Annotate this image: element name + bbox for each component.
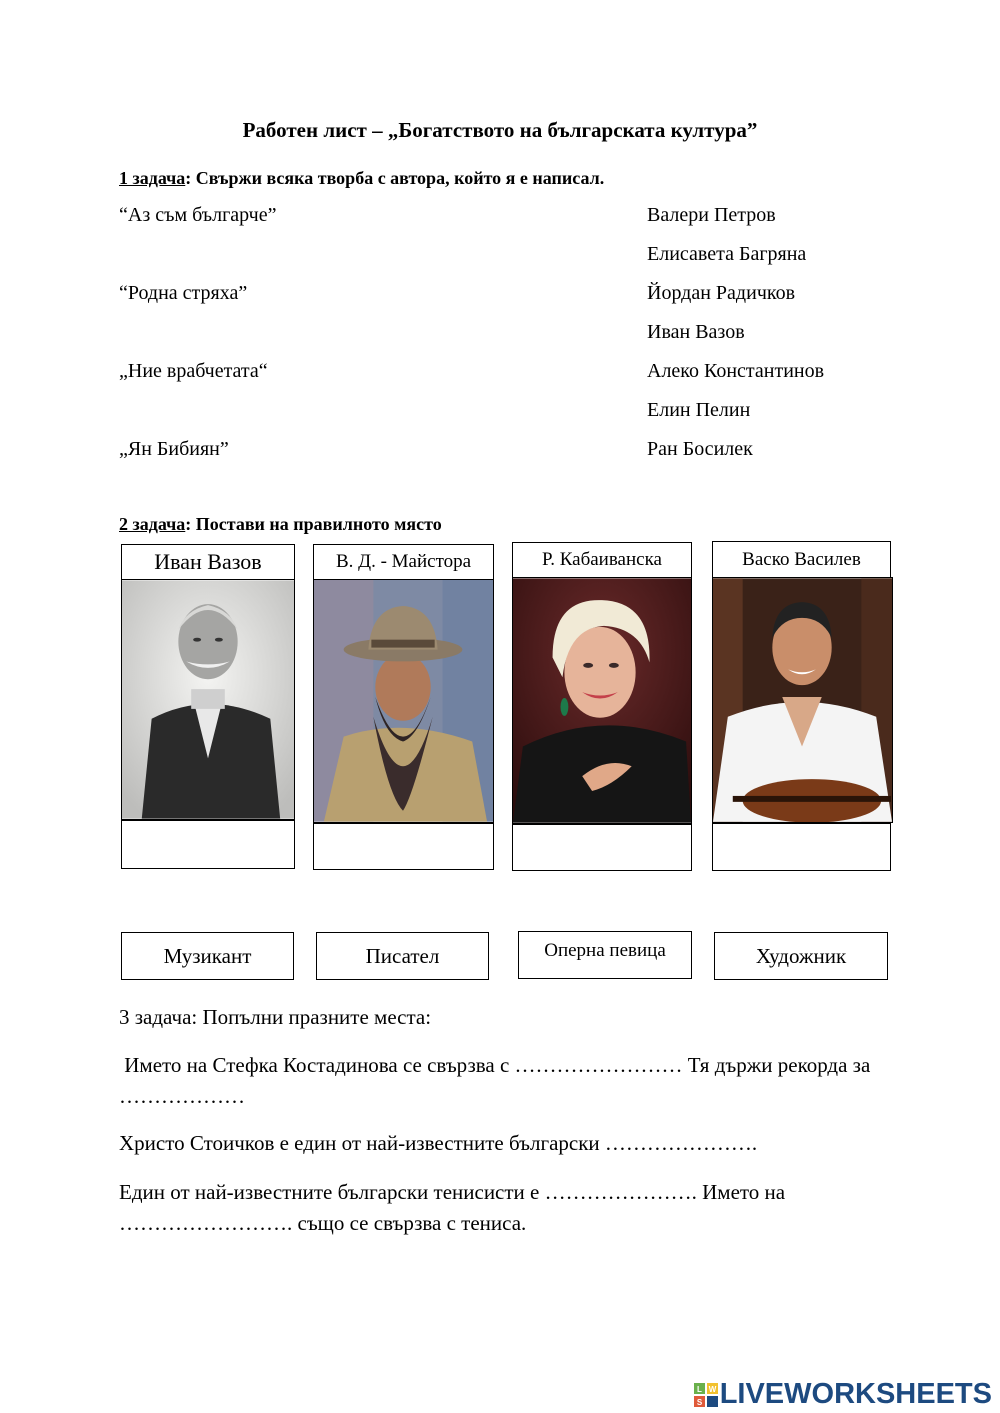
task2-instruction: : Постави на правилното място bbox=[185, 514, 442, 534]
option-writer[interactable]: Писател bbox=[316, 932, 489, 980]
fill-sentence-1: Името на Стефка Костадинова се свързва с …………………… Тя държи рекорда за ……………… bbox=[119, 1053, 876, 1108]
task1-heading bbox=[119, 168, 604, 189]
drop-zone-1[interactable] bbox=[121, 820, 295, 869]
person-label-1: Иван Вазов bbox=[121, 544, 295, 580]
task2-heading bbox=[119, 514, 442, 535]
work-3[interactable]: „Ние врабчетата“ bbox=[119, 360, 268, 382]
work-2[interactable]: “Родна стряха” bbox=[119, 282, 248, 304]
author-3[interactable]: Йордан Радичков bbox=[647, 282, 796, 304]
logo-icon bbox=[694, 1383, 718, 1407]
task3-heading: 3 задача: Попълни празните места: bbox=[119, 1005, 432, 1029]
fill-sentence-2: Христо Стоичков е един от най-известните български …………………. bbox=[119, 1131, 758, 1155]
portrait-1-image bbox=[122, 580, 294, 819]
option-opera-singer[interactable]: Оперна певица bbox=[518, 931, 692, 979]
task1-instruction: : Свържи всяка творба с автора, който я е написал. bbox=[185, 168, 605, 188]
drop-zone-4[interactable] bbox=[712, 823, 891, 871]
photo-maistora bbox=[313, 577, 494, 823]
drop-zone-2[interactable] bbox=[313, 823, 494, 870]
page-title: Работен лист – „Богатството на българската култура” bbox=[242, 118, 758, 142]
photo-vasko-vasilev bbox=[712, 577, 893, 823]
logo-text: LIVEWORKSHEETS bbox=[719, 1378, 992, 1410]
portrait-3-image bbox=[513, 578, 691, 823]
portrait-4-image bbox=[713, 578, 892, 822]
logo-letter-s: S bbox=[696, 1397, 702, 1407]
photo-ivan-vazov bbox=[121, 579, 295, 820]
photo-kabaivanska bbox=[512, 577, 692, 824]
author-2[interactable]: Елисавета Багряна bbox=[647, 243, 807, 265]
person-label-4: Васко Василев bbox=[712, 541, 891, 578]
task2-label: 2 задача bbox=[119, 514, 186, 534]
author-6[interactable]: Елин Пелин bbox=[647, 399, 751, 421]
option-painter[interactable]: Художник bbox=[714, 932, 888, 980]
work-1[interactable]: “Аз съм българче” bbox=[119, 204, 277, 226]
logo-letter-w: W bbox=[708, 1384, 716, 1394]
author-7[interactable]: Ран Босилек bbox=[647, 438, 753, 460]
author-5[interactable]: Алеко Константинов bbox=[647, 360, 825, 382]
task1-label: 1 задача bbox=[119, 168, 186, 188]
person-label-3: Р. Кабаиванска bbox=[512, 542, 692, 578]
option-musician[interactable]: Музикант bbox=[121, 932, 294, 980]
logo-letter-l: L bbox=[696, 1384, 702, 1394]
liveworksheets-logo bbox=[694, 1378, 992, 1411]
work-4[interactable]: „Ян Бибиян” bbox=[119, 438, 229, 460]
author-1[interactable]: Валери Петров bbox=[647, 204, 776, 226]
person-label-2: В. Д. - Майстора bbox=[313, 544, 494, 580]
author-4[interactable]: Иван Вазов bbox=[647, 321, 745, 343]
fill-sentence-3: Един от най-известните български тенисисти е …………………. Името на ……………………. също се свързва с тениса. bbox=[119, 1180, 786, 1235]
portrait-2-image bbox=[314, 578, 493, 822]
drop-zone-3[interactable] bbox=[512, 824, 692, 871]
